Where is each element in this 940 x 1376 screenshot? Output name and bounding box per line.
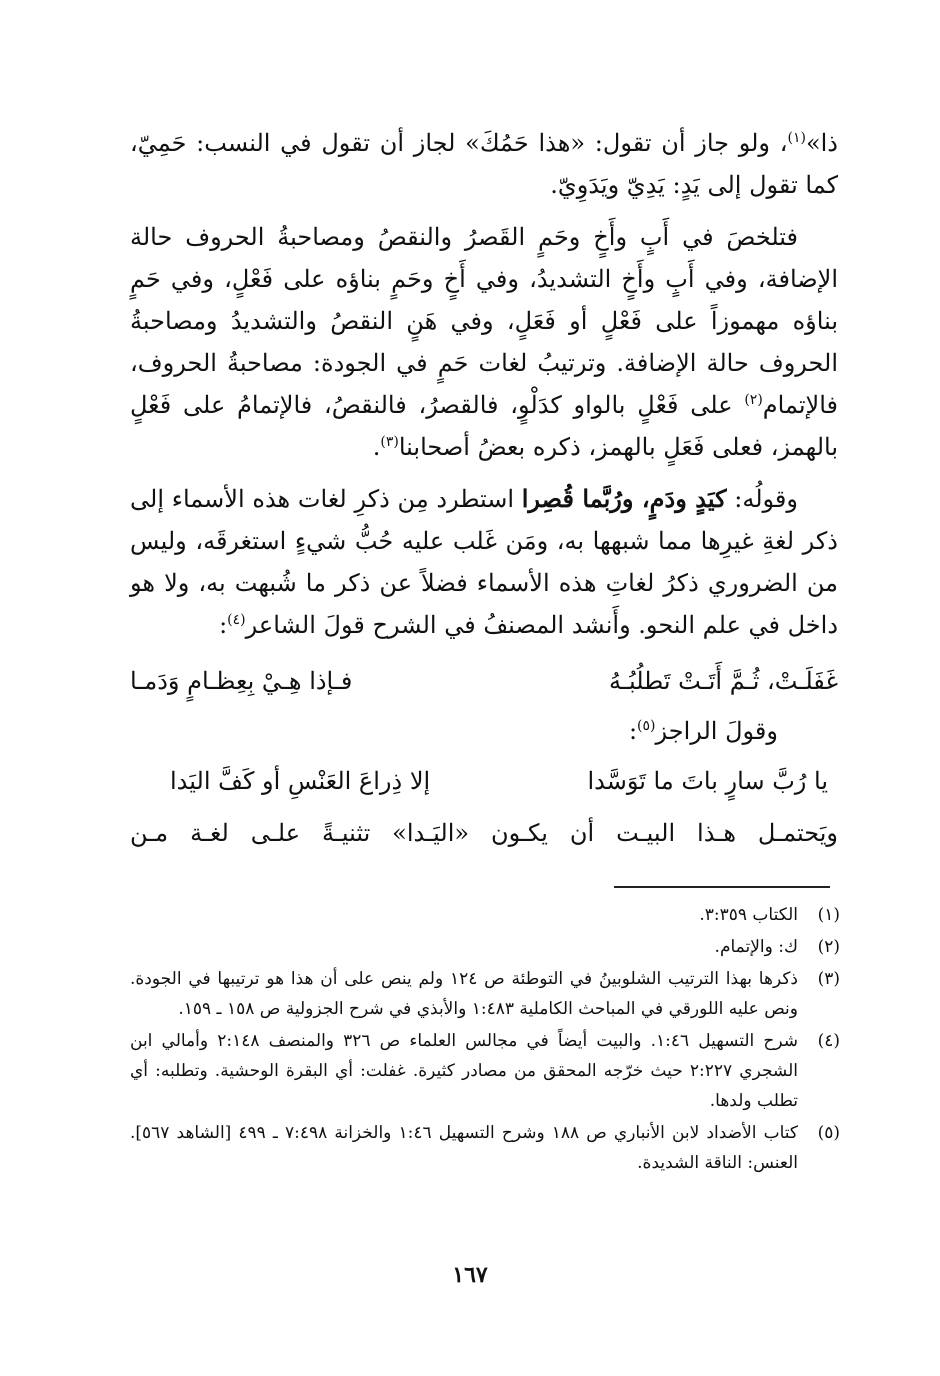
footnote-number: (٥) bbox=[817, 1123, 840, 1143]
verse-1-second-hemistich: فـإذا هِـيْ بِعِظـامٍ وَدَمـا bbox=[130, 667, 353, 695]
paragraph-2-part-b: على فَعْلٍ بالواو كدَلْوٍ، فالقصرُ، فالنقصُ، فالإتمامُ على فَعْلٍ بالهمز، فعلى فَعَلٍ بالهمز، ذكره بعضُ أصحابنا bbox=[130, 391, 838, 461]
rajaz-intro bbox=[130, 706, 838, 756]
footnote-4 bbox=[130, 1026, 840, 1116]
footnote-number: (٣) bbox=[817, 969, 840, 989]
paragraph-1-rest: ، ولو جاز أن تقول: «هذا حَمُكَ» لجاز أن تقول في النسب: حَمِيّ، كما تقول إلى يَدٍ: يَدِيّ ويَدَوِيّ. bbox=[130, 129, 838, 199]
paragraph-2-part-a: فتلخصَ في أَبٍ وأَخٍ وحَمٍ القَصرُ والنقصُ ومصاحبةُ الحروف حالة الإضافة، وفي أَبٍ وأَخٍ التشديدُ، وفي أَخٍ وحَمٍ بناؤه على فَعْلٍ، وفي حَمٍ بناؤه مهموزاً على فَعْلٍ أو فَعَلٍ، وفي هَنٍ النقصُ والتشديدُ ومصاحبةُ الحروف حالة الإضافة. وترتيبُ لغات حَمٍ في الجودة: مصاحبةُ الحروف، فالإتمام bbox=[130, 223, 839, 419]
footnote-text: كتاب الأضداد لابن الأنباري ص ١٨٨ وشرح التسهيل ١:٤٦ والخزانة ٧:٤٩٨ ـ ٤٩٩ [الشاهد ٥٦٧]. العنس: الناقة الشديدة. bbox=[130, 1123, 799, 1173]
verse-2-second-hemistich: إلا ذِراعَ العَنْسِ أو كَفَّ اليَدا bbox=[170, 767, 431, 795]
paragraph-1 bbox=[130, 122, 838, 206]
paragraph-3-part-a: استطرد مِن ذكرِ لغات هذه الأسماء إلى ذكر لغةِ غيرِها مما شبهها به، ومَن غَلب عليه حُبُّ شيءٍ استغرقَه، وليس من الضروري ذكرُ لغاتِ هذه الأسماء فضلاً عن ذكر ما شُبهت به، ولا هو داخل في علم النحو. وأَنشد المصنفُ في الشرح قولَ الشاعر bbox=[130, 485, 838, 639]
footnote-3 bbox=[130, 964, 840, 1024]
poem-verse-2 bbox=[130, 756, 838, 806]
footnote-number: (١) bbox=[817, 905, 840, 925]
rajaz-intro-text: وقولَ الراجز bbox=[655, 717, 778, 745]
footnote-text: شرح التسهيل ١:٤٦. والبيت أيضاً في مجالس العلماء ص ٣٢٦ والمنصف ٢:١٤٨ وأمالي ابن الشجري ٢:٢٢٧ حيث خرّجه المحقق من مصادر كثيرة. غفلت: أي البقرة الوحشية. وتطلبه: أي تطلب ولدها. bbox=[130, 1031, 799, 1111]
footnote-number: (٤) bbox=[817, 1031, 840, 1051]
footnote-ref-4: (٤) bbox=[227, 612, 246, 628]
footnote-ref-2: (٢) bbox=[744, 392, 763, 408]
page-number: ١٦٧ bbox=[452, 1262, 488, 1288]
paragraph-3 bbox=[130, 478, 838, 646]
verse-2-first-hemistich: يا رُبَّ سارٍ باتَ ما تَوَسَّدا bbox=[587, 767, 828, 795]
footnote-text: ك: والإتمام. bbox=[714, 937, 798, 957]
poem-verse-1 bbox=[130, 656, 838, 706]
footnote-ref-5: (٥) bbox=[637, 718, 656, 734]
footnote-number: (٢) bbox=[817, 937, 840, 957]
continuation-line: ويَحتمـل هـذا البيـت أن يكـون «اليَـدا» تثنيـةً علـى لغـة مـن bbox=[130, 819, 838, 847]
paragraph-1-start: ذا» bbox=[805, 129, 838, 157]
quoted-matn: كيَدٍ ودَمٍ، ورُبَّما قُصِرا bbox=[521, 484, 727, 513]
rajaz-intro-colon: : bbox=[628, 717, 638, 745]
verse-1-first-hemistich: غَفَلَـتْ، ثُـمَّ أَتَـتْ تَطلُبُـهُ bbox=[609, 667, 838, 695]
footnote-5 bbox=[130, 1118, 840, 1178]
footnotes bbox=[130, 900, 840, 1180]
footnote-text: ذكرها بهذا الترتيب الشلوبينُ في التوطئة ص ١٢٤ ولم ينص على أن هذا هو ترتيبها في الجودة. ونص عليه اللورقي في المباحث الكاملية ١:٤٨٣ والأبذي في شرح الجزولية ص ١٥٨ ـ ١٥٩. bbox=[130, 969, 798, 1019]
paragraph-3-lead: وقولُه: bbox=[726, 485, 798, 513]
paragraph-2-end: . bbox=[372, 433, 381, 461]
footnote-separator bbox=[614, 886, 830, 888]
footnote-ref-1: (١) bbox=[787, 130, 806, 146]
paragraph-2 bbox=[130, 216, 838, 468]
footnote-1 bbox=[130, 900, 840, 930]
paragraph-3-end: : bbox=[219, 611, 228, 639]
footnote-2 bbox=[130, 932, 840, 962]
footnote-text: الكتاب ٣:٣٥٩. bbox=[699, 905, 798, 925]
main-text bbox=[130, 122, 838, 860]
footnote-ref-3: (٣) bbox=[380, 434, 399, 450]
